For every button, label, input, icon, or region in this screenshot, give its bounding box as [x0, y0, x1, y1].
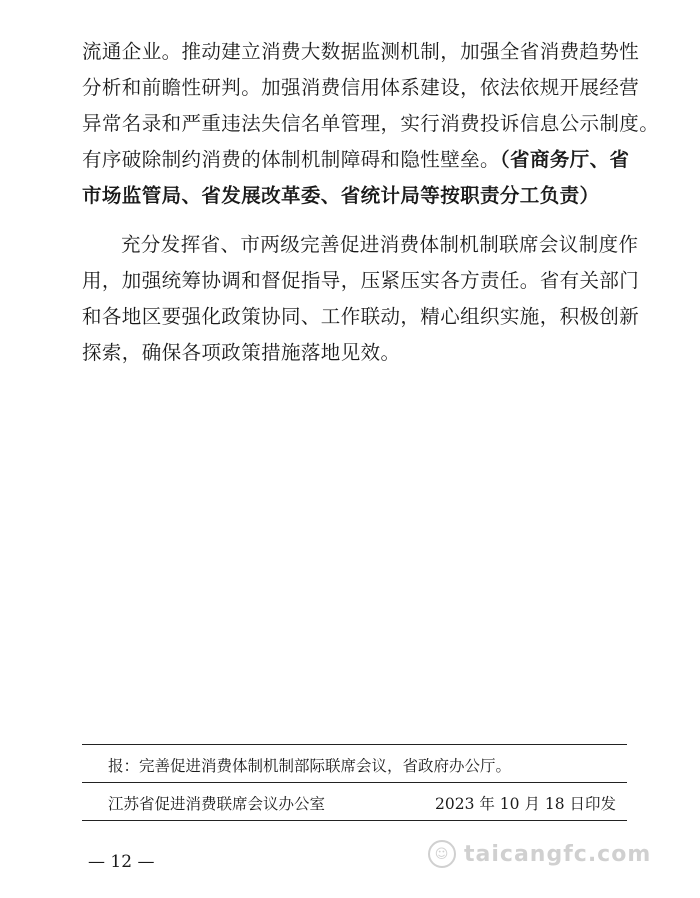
footer-middle-rule: [82, 782, 627, 783]
watermark-text: taicangfc.com: [464, 841, 652, 867]
paragraph-1-line-1: 流通企业。推动建立消费大数据监测机制，加强全省消费趋势性: [82, 40, 640, 63]
paragraph-1-line-4-text: 有序破除制约消费的体制机制障碍和隐性壁垒。: [82, 148, 500, 171]
responsible-departments: 市场监管局、省发展改革委、省统计局等按职责分工负责）: [82, 184, 600, 207]
report-to-line: 报：完善促进消费体制机制部际联席会议，省政府办公厅。: [108, 757, 512, 775]
paragraph-1-line-3: 异常名录和严重违法失信名单管理，实行消费投诉信息公示制度。: [82, 112, 660, 135]
paragraph-2-line-1: 充分发挥省、市两级完善促进消费体制机制联席会议制度作: [121, 233, 639, 256]
paragraph-2-line-3: 和各地区要强化政策协同、工作联动，精心组织实施，积极创新: [82, 305, 640, 328]
site-watermark: [428, 840, 651, 868]
paragraph-2-line-4: 探索，确保各项政策措施落地见效。: [82, 341, 401, 364]
issue-date: 2023 年 10 月 18 日印发: [435, 795, 617, 813]
page-number: — 12 —: [88, 852, 155, 872]
paragraph-1-line-4: [82, 144, 629, 172]
paragraph-1-line-2: 分析和前瞻性研判。加强消费信用体系建设，依法依规开展经营: [82, 76, 640, 99]
smiley-icon: ☺: [428, 840, 456, 868]
issuing-office: 江苏省促进消费联席会议办公室: [108, 795, 326, 813]
responsible-departments-start: （省商务厅、省: [499, 148, 630, 171]
footer-bottom-rule: [82, 820, 627, 821]
footer-top-rule: [82, 744, 627, 745]
paragraph-2-line-2: 用，加强统筹协调和督促指导，压紧压实各方责任。省有关部门: [82, 269, 640, 292]
